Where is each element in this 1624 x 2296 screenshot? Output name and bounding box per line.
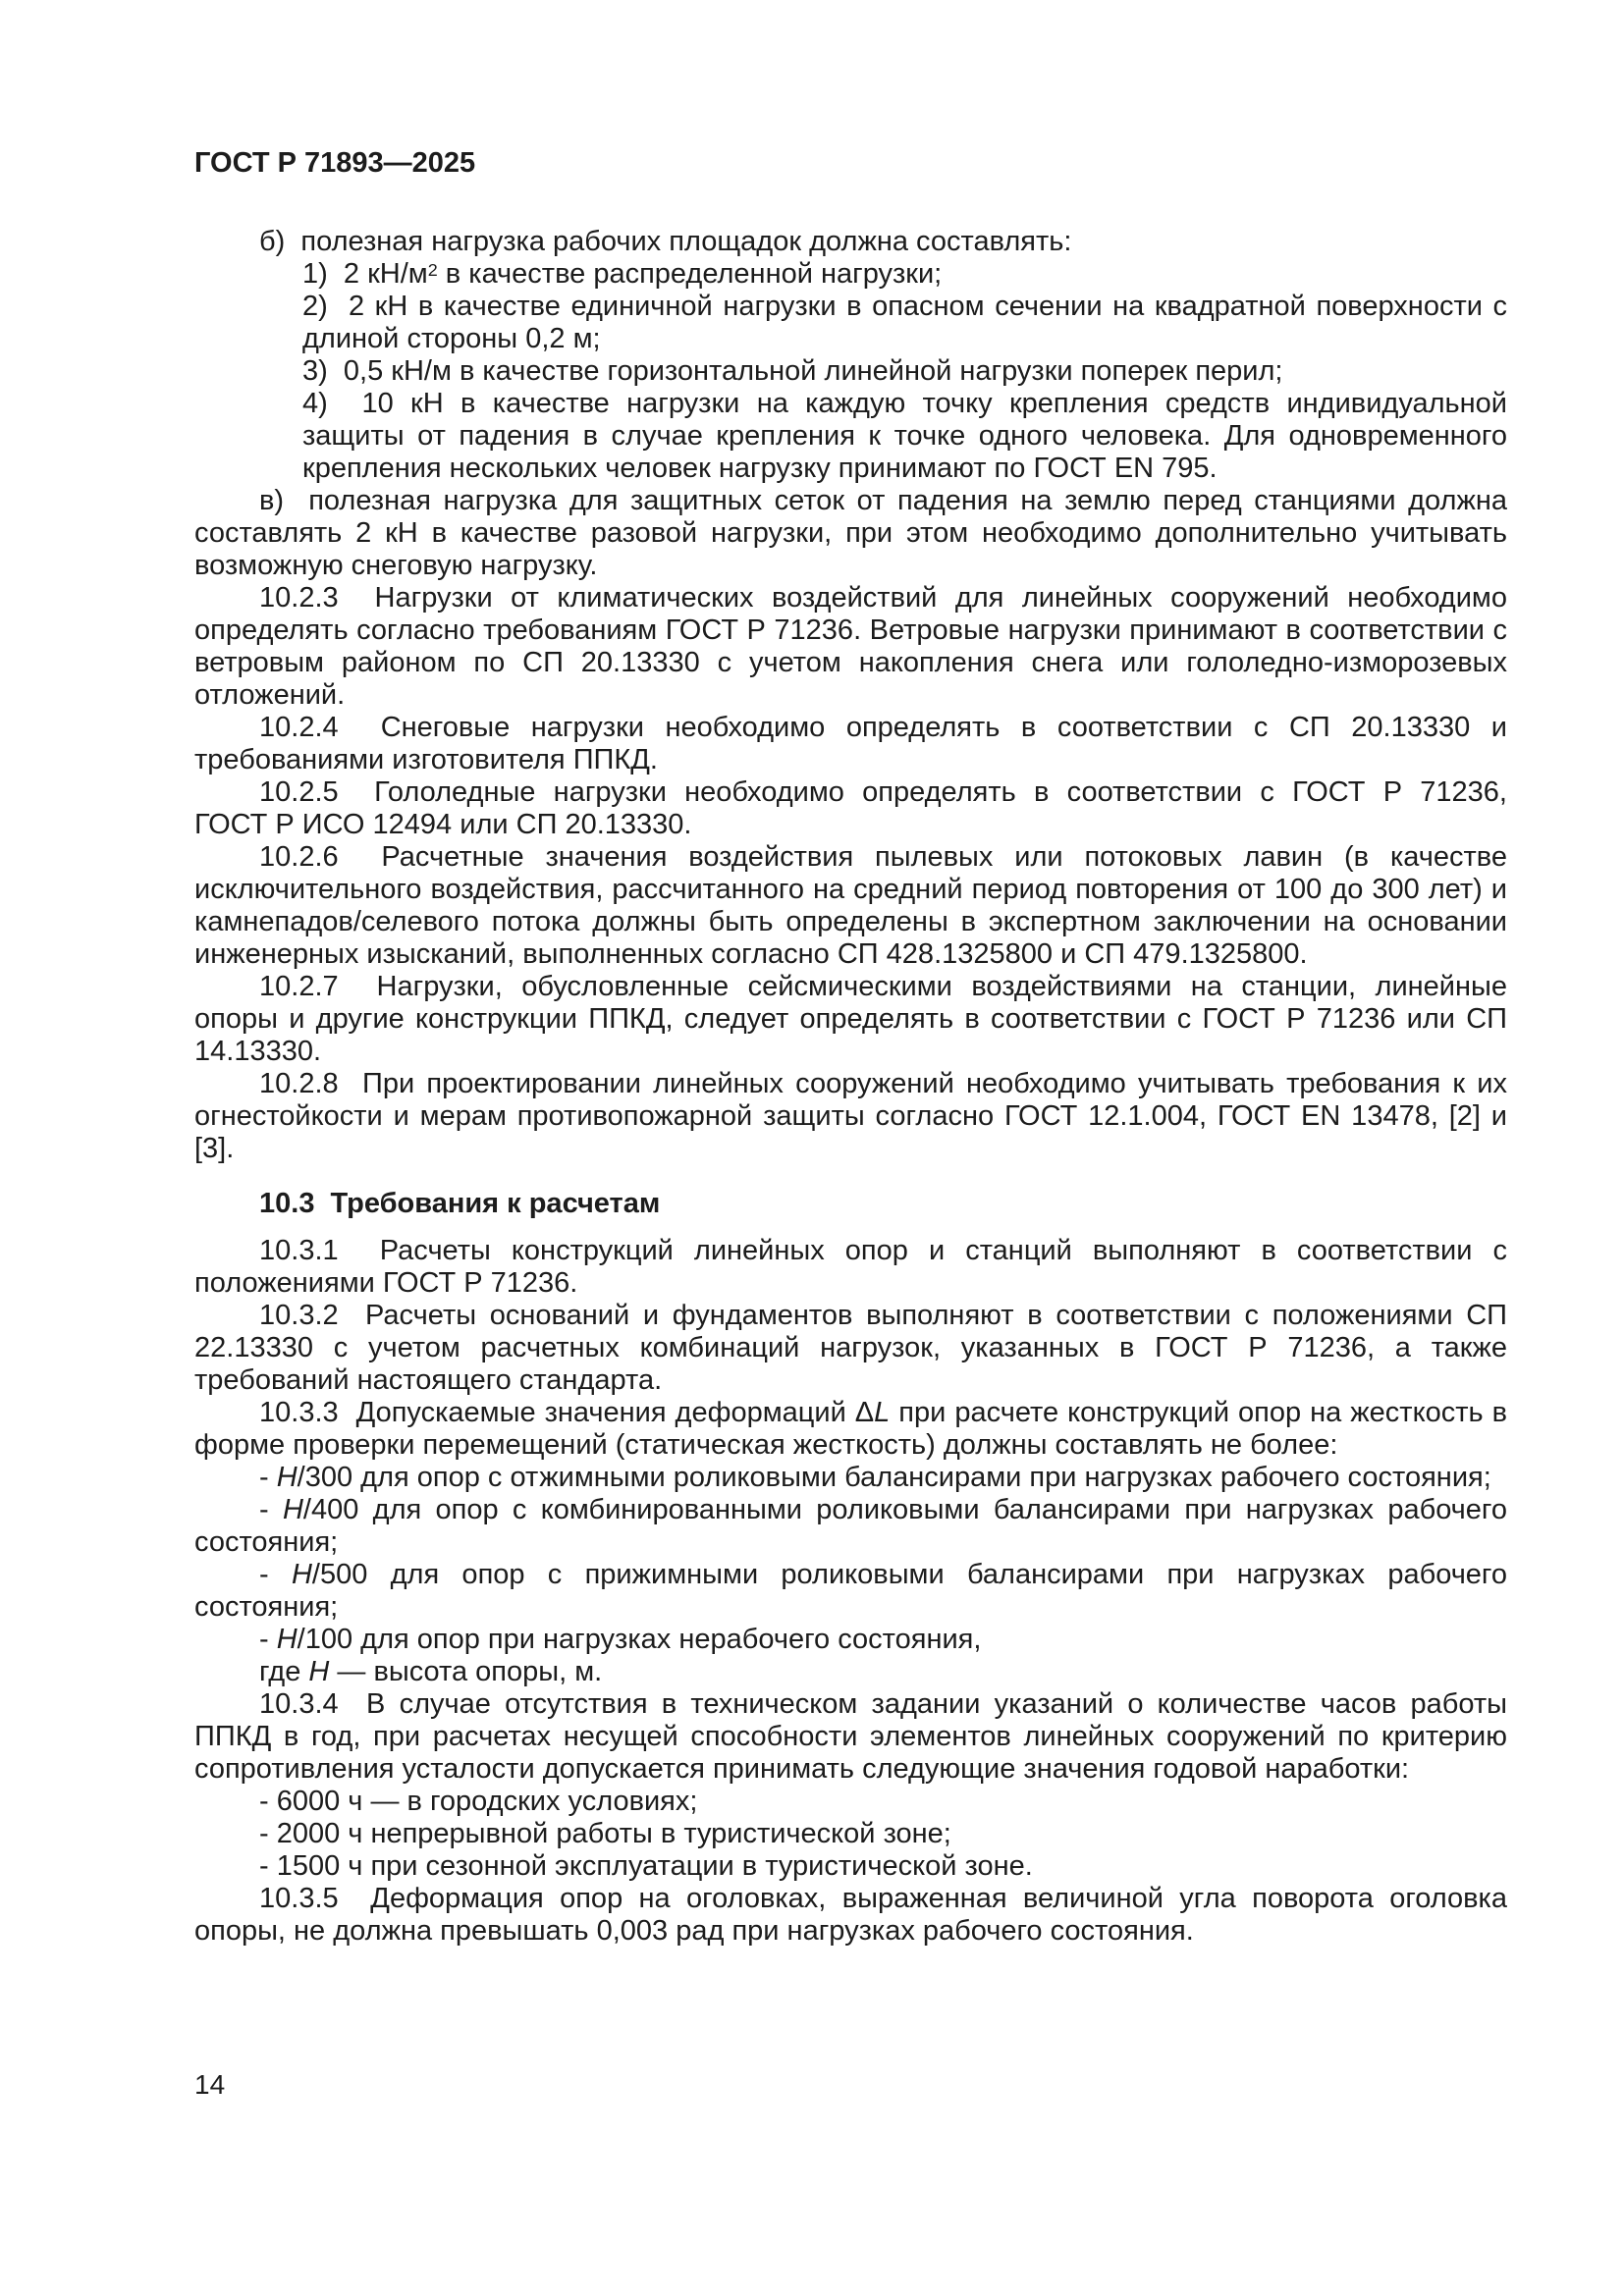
paragraph — [302, 355, 1507, 388]
paragraph — [194, 1688, 1507, 1786]
variable-text: H — [291, 1559, 312, 1590]
text-run: 10.2.3 Нагрузки от климатических воздействий для линейных сооружений необходимо определять согласно требованиям ГОСТ Р 71236. Ветровые нагрузки принимают в соответствии с ветровым районом по СП 20.13330 с учетом накопления снега или гололедно-изморозевых отложений. — [194, 582, 1507, 711]
page-number: 14 — [194, 2069, 226, 2100]
text-run: /500 для опор с прижимными роликовыми балансирами при нагрузках рабочего состояния; — [194, 1559, 1507, 1623]
paragraph — [194, 1068, 1507, 1165]
paragraph — [194, 1624, 1507, 1656]
text-run: 1) 2 кН/м — [302, 258, 428, 290]
text-run: 10.2.5 Гололедные нагрузки необходимо определять в соответствии с ГОСТ Р 71236, ГОСТ Р ИСО 12494 или СП 20.13330. — [194, 776, 1507, 840]
text-run: - — [259, 1624, 277, 1655]
paragraph — [194, 971, 1507, 1068]
text-run: при расчете конструкций опор на жесткость в форме проверки перемещений (статическая жесткость) должны составлять не более: — [194, 1397, 1508, 1461]
paragraph — [194, 841, 1507, 971]
page-header: ГОСТ Р 71893—2025 — [194, 147, 476, 179]
text-run: - 1500 ч при сезонной эксплуатации в туристической зоне. — [259, 1850, 1033, 1882]
paragraph — [194, 582, 1507, 712]
variable-text: H — [276, 1624, 298, 1655]
paragraph — [194, 776, 1507, 841]
text-run: 3) 0,5 кН/м в качестве горизонтальной линейной нагрузки поперек перил; — [302, 355, 1283, 387]
text-run: /300 для опор с отжимными роликовыми балансирами при нагрузках рабочего состояния; — [297, 1462, 1491, 1493]
text-run: 10.3.3 Допускаемые значения деформаций Δ — [259, 1397, 875, 1428]
text-run: /100 для опор при нагрузках нерабочего состояния, — [297, 1624, 982, 1655]
paragraph — [194, 1883, 1507, 1948]
text-run: - 6000 ч — в городских условиях; — [259, 1786, 698, 1817]
text-run: 10.3.5 Деформация опор на оголовках, выраженная величиной угла поворота оголовка опоры, не должна превышать 0,003 рад при нагрузках рабочего состояния. — [194, 1883, 1507, 1947]
text-run: б) полезная нагрузка рабочих площадок должна составлять: — [259, 226, 1072, 257]
paragraph — [194, 1462, 1507, 1494]
paragraph — [194, 1656, 1507, 1688]
text-run: - — [259, 1494, 283, 1525]
paragraph — [194, 485, 1507, 582]
text-run: 2) 2 кН в качестве единичной нагрузки в опасном сечении на квадратной поверхности с длиной стороны 0,2 м; — [302, 291, 1507, 354]
text-run: 10.3.4 В случае отсутствия в техническом задании указаний о количестве часов работы ППКД в год, при расчетах несущей способности элементов линейных сооружений по критерию сопротивления усталости допускается принимать следующие значения годовой наработки: — [194, 1688, 1507, 1785]
paragraph — [194, 1786, 1507, 1818]
text-run: - — [259, 1559, 292, 1590]
variable-text: H — [276, 1462, 298, 1493]
paragraph — [194, 1235, 1507, 1300]
text-run: 4) 10 кН в качестве нагрузки на каждую точку крепления средств индивидуальной защиты от падения в случае крепления к точке одного человека. Для одновременного крепления нескольких человек нагрузку принимают по ГОСТ EN 795. — [302, 388, 1507, 484]
paragraph — [194, 1559, 1507, 1624]
text-run: 10.2.4 Снеговые нагрузки необходимо определять в соответствии с СП 20.13330 и требованиями изготовителя ППКД. — [194, 712, 1507, 775]
text-run: /400 для опор с комбинированными роликовыми балансирами при нагрузках рабочего состояния; — [194, 1494, 1507, 1558]
variable-text: H — [282, 1494, 303, 1525]
text-run: где — [259, 1656, 309, 1687]
paragraph — [194, 1300, 1507, 1397]
text-run: в) полезная нагрузка для защитных сеток от падения на землю перед станциями должна составлять 2 кН в качестве разовой нагрузки, при этом необходимо дополнительно учитывать возможную снеговую нагрузку. — [194, 485, 1507, 581]
paragraph — [194, 1850, 1507, 1883]
section-heading — [194, 1188, 1507, 1220]
variable-text: H — [308, 1656, 330, 1687]
variable-text: L — [874, 1397, 891, 1428]
text-run: 10.2.6 Расчетные значения воздействия пылевых или потоковых лавин (в качестве исключительного воздействия, рассчитанного на средний период повторения от 100 до 300 лет) и камнепадов/селевого потока должны быть определены в экспертном заключении на основании инженерных изысканий, выполненных согласно СП 428.1325800 и СП 479.1325800. — [194, 841, 1507, 970]
paragraph — [194, 712, 1507, 776]
paragraph — [194, 226, 1507, 258]
text-run: 10.2.8 При проектировании линейных сооружений необходимо учитывать требования к их огнестойкости и мерам противопожарной защиты согласно ГОСТ 12.1.004, ГОСТ EN 13478, [2] и [3]. — [194, 1068, 1507, 1164]
paragraph — [194, 1818, 1507, 1850]
text-run: 10.3 Требования к расчетам — [259, 1188, 661, 1219]
paragraph — [194, 1397, 1507, 1462]
paragraph — [302, 291, 1507, 355]
text-run: — высота опоры, м. — [329, 1656, 603, 1687]
paragraph — [302, 258, 1507, 291]
text-run: 10.3.2 Расчеты оснований и фундаментов выполняют в соответствии с положениями СП 22.13330 с учетом расчетных комбинаций нагрузок, указанных в ГОСТ Р 71236, а также требований настоящего стандарта. — [194, 1300, 1507, 1396]
text-run: 10.3.1 Расчеты конструкций линейных опор и станций выполняют в соответствии с положениями ГОСТ Р 71236. — [194, 1235, 1507, 1299]
superscript-text: 2 — [427, 259, 438, 280]
text-run: 10.2.7 Нагрузки, обусловленные сейсмическими воздействиями на станции, линейные опоры и другие конструкции ППКД, следует определять в соответствии с ГОСТ Р 71236 или СП 14.13330. — [194, 971, 1507, 1067]
paragraph — [302, 388, 1507, 485]
document-body — [194, 226, 1507, 1948]
text-run: - — [259, 1462, 277, 1493]
text-run: в качестве распределенной нагрузки; — [437, 258, 943, 290]
paragraph — [194, 1494, 1507, 1559]
text-run: - 2000 ч непрерывной работы в туристической зоне; — [259, 1818, 951, 1849]
